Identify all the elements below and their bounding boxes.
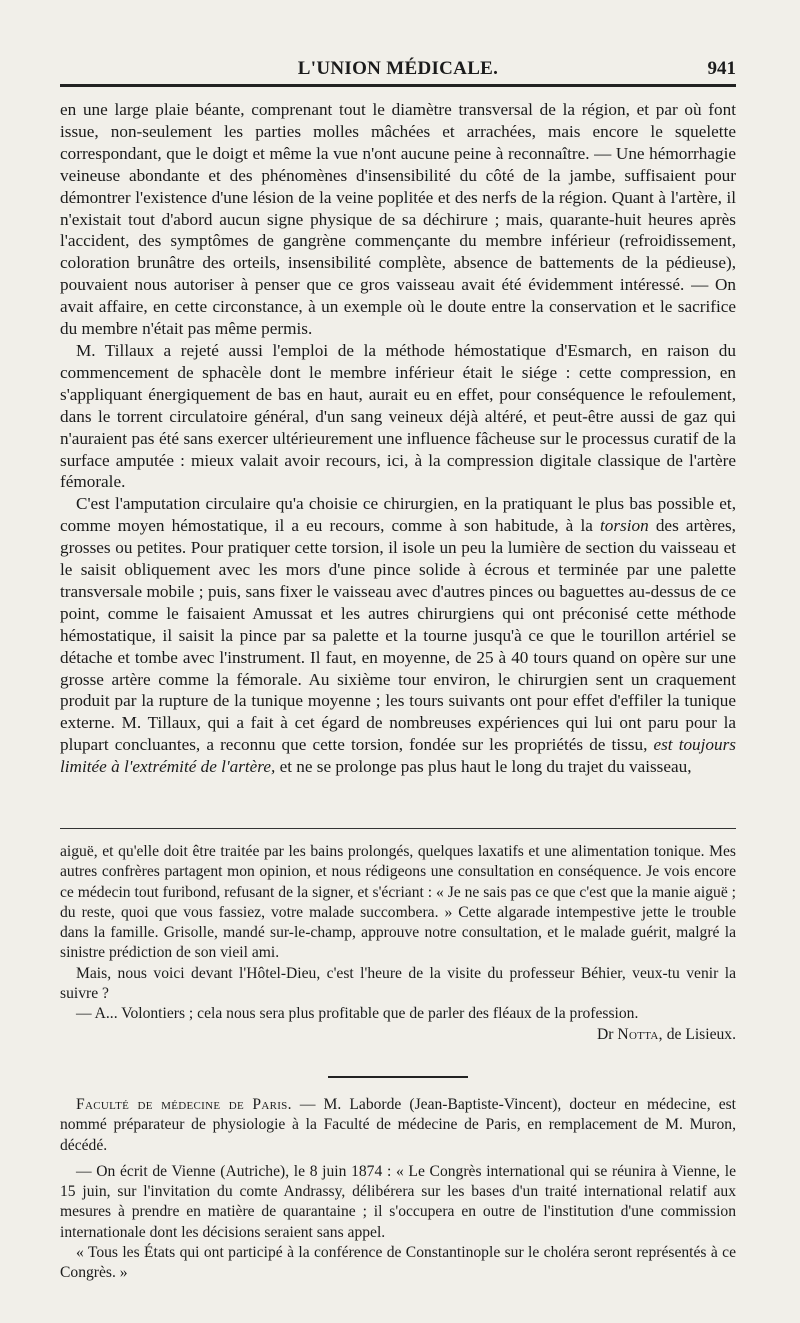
news-section: [60, 1095, 736, 1284]
feuilleton-separator: [60, 828, 736, 829]
article-body: [60, 99, 736, 778]
feuilleton-signature: [60, 1025, 736, 1045]
article-paragraph-1: en une large plaie béante, comprenant tout le diamètre transversal de la région, et par où font issue, non-seulement les parties molles mâchées et arrachées, mais encore le squelette correspondant, que le doigt et même la vue n'ont aucune peine à reconnaître. — Une hémorrhagie veineuse abondante et des phénomènes d'insensibilité du côté de la jambe, suffisaient pour démontrer l'existence d'une lésion de la veine poplitée et des nerfs de la région. Quant à l'artère, il n'existait tout d'abord aucun signe physique de sa déchirure ; mais, quarante-huit heures après l'accident, des symptômes de gangrène commençante du membre inférieur (refroidissement, coloration brunâtre des orteils, insensibilité complète, absence de battements de la pédieuse), pouvaient nous autoriser à penser que ce gros vaisseau avait été évidemment intéressé. — On avait affaire, en cette circonstance, à un exemple où le doute entre la conservation et le sacrifice du membre n'était pas même permis.: [60, 100, 736, 339]
signature-prefix: Dr: [597, 1025, 618, 1043]
signature-place: de Lisieux.: [662, 1025, 736, 1043]
article-paragraph-3-part-3: et ne se prolonge pas plus haut le long du trajet du vaisseau,: [275, 757, 692, 777]
journal-title: L'UNION MÉDICALE.: [297, 58, 499, 79]
article-paragraph-3-part-1: C'est l'amputation circulaire qu'a choisie ce chirurgien, en la pratiquant le plus bas possible et, comme moyen hémostatique, il a eu recours, comme à son habitude, à la: [60, 494, 736, 536]
page-header: [60, 54, 736, 84]
feuilleton-paragraph-2: Mais, nous voici devant l'Hôtel-Dieu, c'est l'heure de la visite du professeur Béhier, veux-tu venir la suivre ?: [60, 964, 736, 1003]
signature-name: Notta,: [617, 1025, 663, 1043]
news-item-1-text: — M. Laborde (Jean-Baptiste-Vincent), docteur en médecine, est nommé préparateur de physiologie à la Faculté de médecine de Paris, en remplacement de M. Muron, décédé.: [60, 1096, 737, 1154]
torsion-emphasis: torsion: [599, 516, 649, 536]
feuilleton-paragraph-1: aiguë, et qu'elle doit être traitée par les bains prolongés, quelques laxatifs et une alimentation tonique. Mes autres confrères partagent mon opinion, et nous rédigeons une consultation en conséquence. Je vois encore ce médecin tout furibond, refusant de la signer, et s'écriant : « Je ne sais pas ce que c'est que la manie aiguë ; du reste, quoi que vous fassiez, votre malade succombera. » Cette algarade intempestive jette le trouble dans la famille. Grisolle, mandé sur-le-champ, approuve notre consultation, et le malade guérit, malgré la sinistre prédiction de son vieil ami.: [60, 843, 736, 962]
header-rule: [60, 84, 736, 87]
news-item-2: — On écrit de Vienne (Autriche), le 8 juin 1874 : « Le Congrès international qui se réunira à Vienne, le 15 juin, sur l'invitation du comte Andrassy, délibérera sur les bases d'un traité international relatif aux mesures à prendre en matière de quarantaine ; il s'occupera en outre de l'institution d'une commission internationale dont les décisions seraient sans appel.: [60, 1162, 736, 1241]
page-number: 941: [707, 58, 736, 79]
news-item-3: « Tous les États qui ont participé à la conférence de Constantinople sur le choléra seront représentés à ce Congrès. »: [60, 1244, 736, 1282]
article-paragraph-3: [60, 493, 736, 778]
article-paragraph-2: M. Tillaux a rejeté aussi l'emploi de la méthode hémostatique d'Esmarch, en raison du commencement de sphacèle dont le membre inférieur était le siége : cette compression, en s'appliquant énergiquement de bas en haut, aurait eu en effet, pour conséquence le refoulement, dans le torrent circulatoire général, d'un sang veineux déjà altéré, et peut-être aussi de gaz qui n'auraient pas été sans exercer ultérieurement une influence fâcheuse sur le processus curatif de la surface amputée : mieux valait avoir recours, ici, à la compression digitale classique de l'artère fémorale.: [60, 340, 736, 492]
article-paragraph-3-part-2: des artères, grosses ou petites. Pour pratiquer cette torsion, il isole un peu la lumière de section du vaisseau et le saisit obliquement avec les mors d'une pince solide à écrous et terminée par une palette transversale mobile ; puis, sans fixer le vaisseau avec d'autres pinces ou baguettes au-dessus de ce point, comme le faisaient Amussat et les autres chirurgiens qui ont préconisé cette méthode hémostatique, il saisit la pince par sa palette et la tourne jusqu'à ce que le tourillon artériel se détache et tombe avec l'instrument. Il faut, en moyenne, de 25 à 40 tours quand on opère sur une grosse artère comme la fémorale. Au sixième tour environ, le chirurgien sent un craquement produit par la rupture de la tunique moyenne ; les tours suivants ont pour effet d'effiler la tunique externe. M. Tillaux, qui a fait à cet égard de nombreuses expériences qui lui ont paru pour la plupart concluantes, a reconnu que cette torsion, fondée sur les propriétés de tissu,: [60, 516, 736, 755]
news-item-1: [60, 1095, 736, 1156]
feuilleton-paragraph-3: — A... Volontiers ; cela nous sera plus profitable que de parler des fléaux de la profession.: [76, 1005, 639, 1023]
limitation-emphasis: est toujours limitée à l'extrémité de l'artère,: [60, 735, 736, 777]
news-item-1-lead: Faculté de médecine de Paris.: [76, 1096, 292, 1113]
news-separator: [328, 1076, 468, 1078]
feuilleton-body: [60, 842, 736, 1045]
